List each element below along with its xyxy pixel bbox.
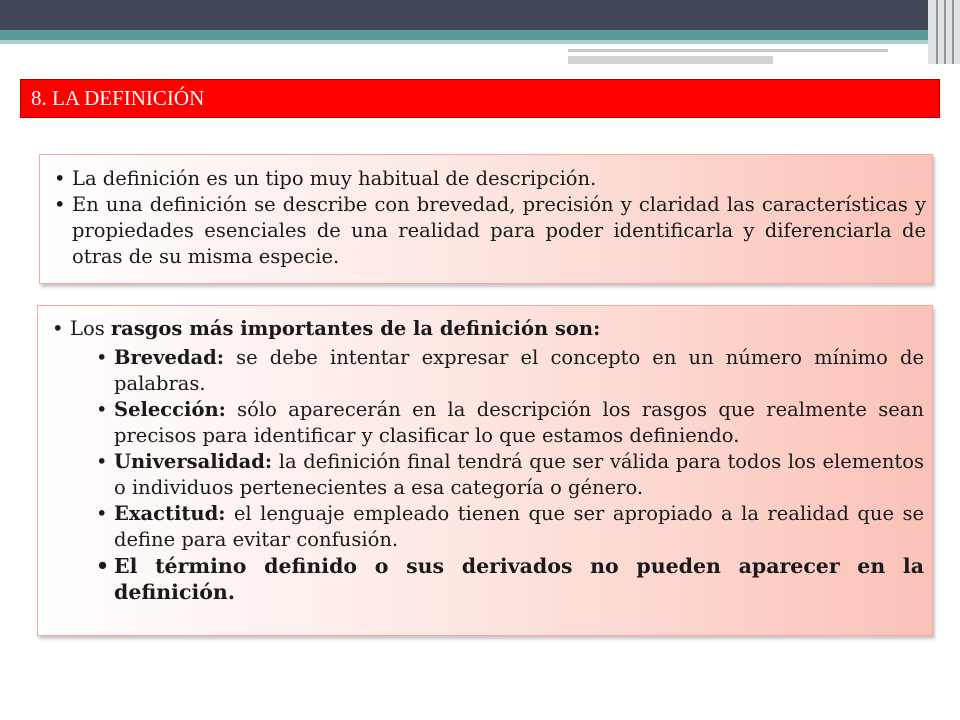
header-accent-band [0,30,960,40]
feature-term: Exactitud: [114,502,226,525]
features-intro-list [52,316,924,342]
feature-term: Universalidad: [114,450,273,473]
list-item [96,345,924,397]
feature-text: el lenguaje empleado tienen que ser apropiado a la realidad que se define para evitar confusión. [114,502,924,551]
header-accent-band-light [0,40,960,44]
list-item-text: En una definición se describe con brevedad, precisión y claridad las características y propiedades esenciales de una realidad para poder identificarla y diferenciarla de otras de su misma especie. [72,193,926,268]
feature-text: la definición final tendrá que ser válida para todos los elementos o individuos pertenecientes a esa categoría o género. [114,450,924,499]
decorative-line [568,49,888,52]
feature-rule: El término definido o sus derivados no pueden aparecer en la definición. [114,554,924,604]
decorative-stripes [928,0,960,64]
list-item [52,316,924,342]
feature-term: Brevedad: [114,346,225,369]
feature-text: sólo aparecerán en la descripción los rasgos que realmente sean precisos para identificar y clasificar lo que estamos definiendo. [114,398,924,447]
decorative-line [568,56,773,64]
features-box [37,305,933,636]
definition-list [54,166,926,270]
list-item-text: La definición es un tipo muy habitual de descripción. [72,167,597,190]
list-item [96,397,924,449]
list-item [96,553,924,605]
intro-bold: rasgos más importantes de la definición son: [110,317,601,340]
title-bar [20,79,940,118]
bullet: • [54,167,66,190]
list-item [96,449,924,501]
header-band [0,0,960,30]
slide-title: 8. LA DEFINICIÓN [31,86,205,110]
list-item [96,501,924,553]
bullet: • [54,193,66,216]
list-item [54,166,926,192]
list-item [54,192,926,270]
bullet: • [96,450,108,473]
feature-text: se debe intentar expresar el concepto en un número mínimo de palabras. [114,346,924,395]
intro-prefix: Los [70,317,111,340]
bullet: • [96,398,108,421]
bullet: • [96,502,108,525]
features-list [96,345,924,605]
bullet: • [96,346,108,369]
bullet: • [96,554,110,578]
bullet: • [52,317,64,340]
feature-term: Selección: [114,398,226,421]
definition-box [39,154,933,284]
